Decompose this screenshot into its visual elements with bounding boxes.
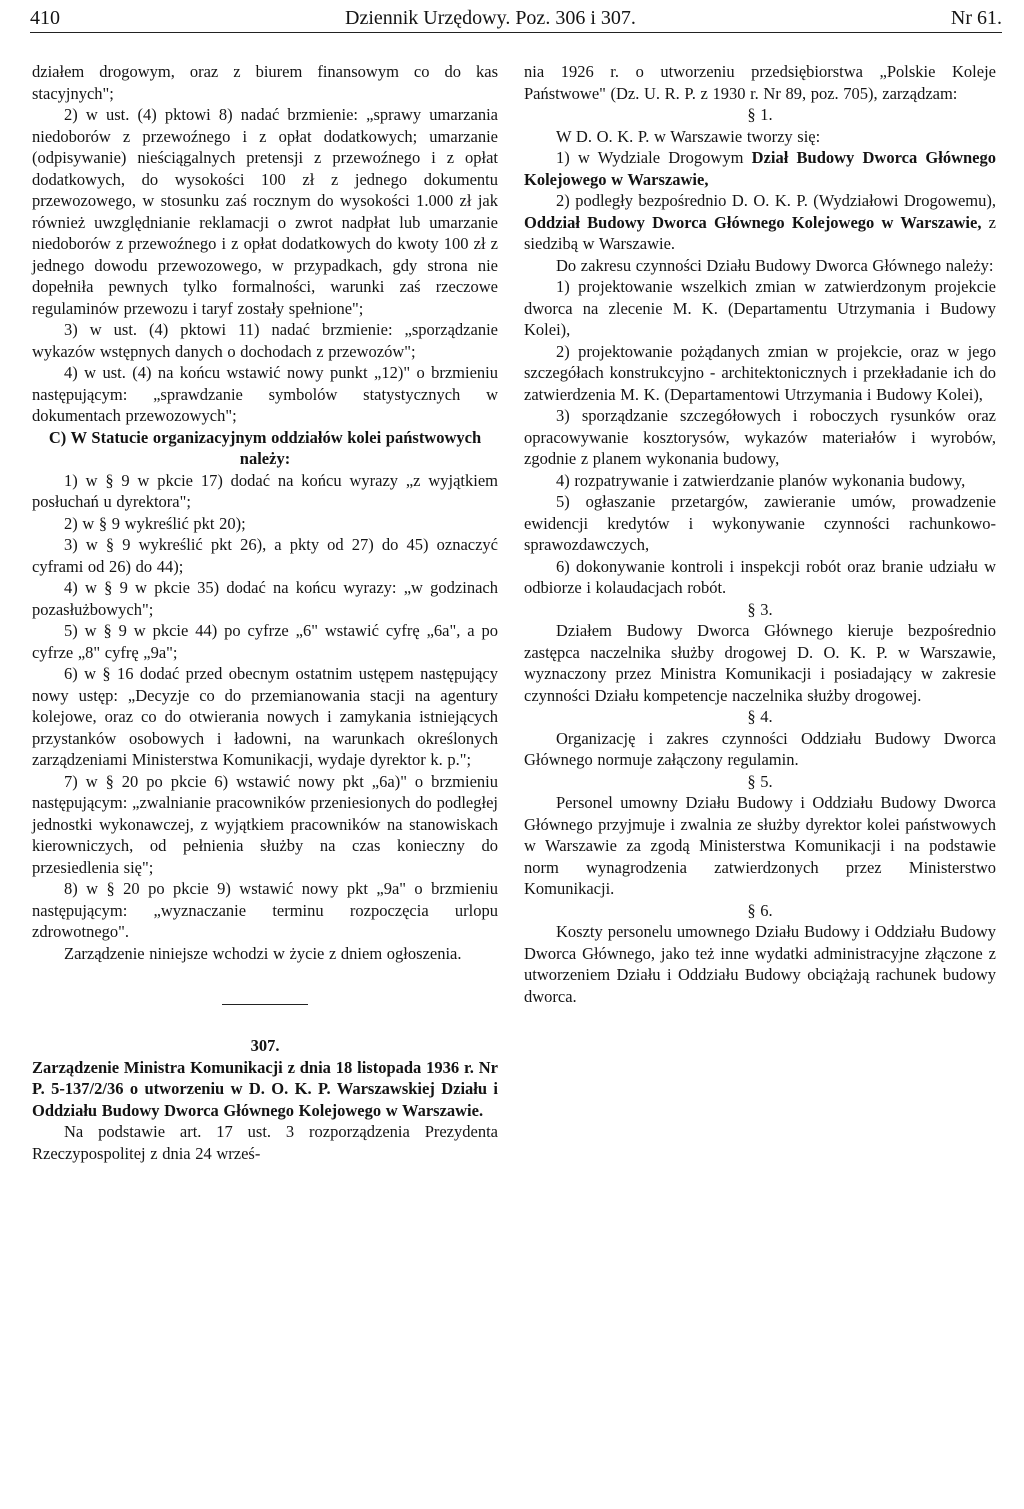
section-mark: § 3. <box>747 599 773 619</box>
list-item: 2) projektowanie pożądanych zmian w projekcie, oraz w jego szczegółach konstrukcyjno - architektonicznych i przekładanie ich do zatwierdzenia M. K. (Departamentowi Utrzymania i Budowy Kolei), <box>524 341 996 404</box>
list-item: 2) w § 9 wykreślić pkt 20); <box>64 513 246 533</box>
left-column <box>32 61 498 1164</box>
text-run: 2) podległy bezpośrednio D. O. K. P. (Wydziałowi Drogowemu), <box>556 191 996 210</box>
document-number: 307. <box>250 1036 280 1055</box>
list-item: 1) w § 9 w pkcie 17) dodać na końcu wyrazy „z wyjątkiem posłuchań u dyrektora"; <box>32 470 498 511</box>
list-item <box>524 147 996 190</box>
list-item: 6) dokonywanie kontroli i inspekcji robót oraz branie udziału w odbiorze i kolaudacjach robót. <box>524 556 996 597</box>
list-item <box>524 190 996 255</box>
issue-number: Nr 61. <box>950 7 1002 29</box>
bold-text: Dział Budowy Dworca Głównego Kolejowego w Warszawie, <box>524 148 997 189</box>
paragraph: nia 1926 r. o utworzeniu przedsiębiorstwa „Polskie Koleje Państwowe" (Dz. U. R. P. z 1930 r. Nr 89, poz. 705), zarządzam: <box>524 62 996 103</box>
list-item: 8) w § 20 po pkcie 9) wstawić nowy pkt „9a" o brzmieniu następującym: „wyznaczanie terminu rozpoczęcia urlopu zdrowotnego". <box>32 879 498 941</box>
section-divider <box>222 1004 308 1005</box>
list-item: 3) w § 9 wykreślić pkt 26), a pkty od 27) do 45) oznaczyć cyframi od 26) do 44); <box>32 535 498 576</box>
paragraph: działem drogowym, oraz z biurem finansowym co do kas stacyjnych"; <box>32 62 498 103</box>
list-item: 6) w § 16 dodać przed obecnym ostatnim ustępem następujący nowy ustęp: „Decyzje co do przemianowania stacji na agentury kolejowe, oraz co do otwierania nowych i zamykania istniejących przystanków osobowych i ładowni, na warunkach określonych zarządzeniami Ministerstwa Komunikacji, wydaje dyrektor k. p."; <box>32 664 498 769</box>
closing-statement: Zarządzenie niniejsze wchodzi w życie z dniem ogłoszenia. <box>64 943 462 963</box>
text-run: 1) w Wydziale Drogowym <box>556 148 752 167</box>
paragraph: Działem Budowy Dworca Głównego kieruje bezpośrednio zastępca naczelnika służby drogowej D. O. K. P. w Warszawie, wyznaczony przez Ministra Komunikacji i posiadający w zakresie czynności Działu kompetencje naczelnika służby drogowej. <box>524 621 996 705</box>
list-item: 1) projektowanie wszelkich zmian w zatwierdzonym projekcie dworca na zlecenie M. K. (Departamentu Utrzymania i Budowy Kolei), <box>524 277 996 339</box>
paragraph: 4) w ust. (4) na końcu wstawić nowy punkt „12)" o brzmieniu następującym: „sprawdzanie symbolów statystycznych w dokumentach przewozowych"; <box>32 363 498 425</box>
list-item: 5) w § 9 w pkcie 44) po cyfrze „6" wstawić cyfrę „6a", a po cyfrze „8" cyfrę „9a"; <box>32 621 498 662</box>
list-item: 5) ogłaszanie przetargów, zawieranie umów, prowadzenie ewidencji kredytów i wykonywanie czynności rachunkowo-sprawozdawczych, <box>524 492 996 554</box>
bold-text: Oddział Budowy Dworca Głównego Kolejowego w Warszawie, <box>524 212 982 232</box>
paragraph: W D. O. K. P. w Warszawie tworzy się: <box>556 126 821 146</box>
right-column <box>524 61 996 1007</box>
paragraph: Personel umowny Działu Budowy i Oddziału Budowy Dworca Głównego przyjmuje i zwalnia ze służby dyrektor kolei państwowych w Warszawie za zgodą Ministerstwa Komunikacji i na podstawie norm wynagrodzenia zatwierdzonych przez Ministerstwo Komunikacji. <box>524 793 996 898</box>
list-item: 7) w § 20 po pkcie 6) wstawić nowy pkt „6a)" o brzmieniu następującym: „zwalnianie pracowników przeniesionych do podległej jednostki wykonawczej, z wyjątkiem pracowników na stanowiskach kierowniczych, od pełnienia służby na czas konieczny do przesiedlenia się"; <box>32 771 498 877</box>
section-mark: § 4. <box>747 707 773 726</box>
text-run: z siedzibą w Warszawie. <box>524 212 997 253</box>
document-title: Zarządzenie Ministra Komunikacji z dnia 18 listopada 1936 r. Nr P. 5-137/2/36 o utworzeniu w D. O. K. P. Warszawskiej Działu i Oddziału Budowy Dworca Głównego Kolejowego w Warszawie. <box>32 1057 498 1120</box>
paragraph: Do zakresu czynności Działu Budowy Dworca Głównego należy: <box>556 255 994 275</box>
paragraph: 2) w ust. (4) pktowi 8) nadać brzmienie: „sprawy umarzania niedoborów z przewoźnego i z opłat dodatkowych; umarzanie (odpisywanie) nieściągalnych pretensji z przewoźnego i z opłat dodatkowych, do wysokości 100 zł z jednego dokumentu przewozowego, w stosunku zaś rocznym do wysokości 1.000 zł jak również uwzględnianie reklamacji o zwrot nadpłat lub umarzanie niedoborów z przewoźnego i z opłat dodatkowych do kwoty 100 zł z jednego dowodu przewozowego, w przypadkach, gdy strona nie dopełniła pewnych tylko formalności, warunki zaś rzeczowe regulaminów przewozu i taryf zostały spełnione"; <box>32 105 498 318</box>
list-item: 4) rozpatrywanie i zatwierdzanie planów wykonania budowy, <box>556 470 966 490</box>
header-rule <box>30 32 1002 33</box>
paragraph: Na podstawie art. 17 ust. 3 rozporządzenia Prezydenta Rzeczypospolitej z dnia 24 wrześ- <box>32 1122 498 1163</box>
paragraph: 3) w ust. (4) pktowi 11) nadać brzmienie: „sporządzanie wykazów wstępnych danych o dochodach z przewozów"; <box>32 320 498 361</box>
section-mark: § 5. <box>747 771 773 791</box>
paragraph: Koszty personelu umownego Działu Budowy i Oddziału Budowy Dworca Głównego, jako też inne wydatki administracyjne złączone z utworzeniem Działu i Oddziału Budowy obciążają rachunek budowy dworca. <box>524 922 996 1006</box>
list-item: 3) sporządzanie szczegółowych i roboczych rysunków oraz opracowywanie kosztorysów, wykazów materiałów i wyrobów, zgodnie z planem wykonania budowy, <box>524 406 996 468</box>
section-mark: § 1. <box>747 105 773 124</box>
section-heading-c: C) W Statucie organizacyjnym oddziałów kolei państwowych należy: <box>48 427 482 468</box>
section-mark: § 6. <box>747 900 773 920</box>
list-item: 4) w § 9 w pkcie 35) dodać na końcu wyrazy: „w godzinach pozasłużbowych"; <box>32 578 498 619</box>
page-header <box>30 4 1002 32</box>
paragraph: Organizację i zakres czynności Oddziału Budowy Dworca Głównego normuje załączony regulamin. <box>524 728 996 769</box>
page-number: 410 <box>30 7 60 29</box>
journal-title: Dziennik Urzędowy. Poz. 306 i 307. <box>345 7 636 29</box>
